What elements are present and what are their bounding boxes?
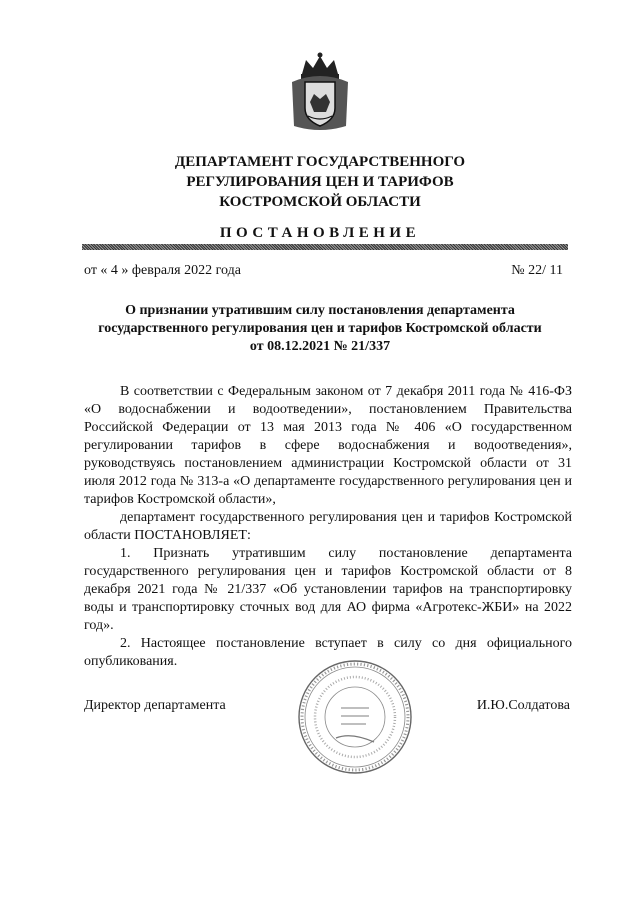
signatory-role: Директор департамента bbox=[84, 698, 226, 713]
department-name-line: ДЕПАРТАМЕНТ ГОСУДАРСТВЕННОГО bbox=[174, 154, 466, 170]
department-name bbox=[60, 152, 580, 212]
body-paragraph: департамент государственного регулирования цен и тарифов Костромской области ПОСТАНОВЛЯЕТ: bbox=[84, 510, 572, 543]
body-paragraph: 2. Настоящее постановление вступает в силу со дня официального опубликования. bbox=[84, 636, 572, 669]
document-number: № 22/ 11 bbox=[511, 263, 563, 278]
round-seal-stamp-icon bbox=[296, 658, 414, 776]
document-body bbox=[84, 383, 572, 671]
department-name-line: КОСТРОМСКОЙ ОБЛАСТИ bbox=[219, 194, 421, 210]
subject-line: государственного регулирования цен и тарифов Костромской области bbox=[98, 321, 542, 336]
subject-line: от 08.12.2021 № 21/337 bbox=[249, 339, 391, 354]
subject-line: О признании утратившим силу постановления департамента bbox=[125, 303, 515, 318]
header-divider bbox=[82, 244, 568, 250]
body-paragraph: 1. Признать утратившим силу постановление департамента государственного регулирования цен и тарифов Костромской области от 8 декабря 2021 года № 21/337 «Об установлении тарифов на транспортировку воды и транспортировку сточных вод для АО фирма «Агротекс-ЖБИ» на 2022 год». bbox=[84, 546, 572, 633]
document-subject bbox=[60, 302, 580, 356]
document-date: от « 4 » февраля 2022 года bbox=[84, 263, 241, 278]
document-type-heading: ПОСТАНОВЛЕНИЕ bbox=[219, 225, 421, 241]
body-paragraph: В соответствии с Федеральным законом от 7 декабря 2011 года № 416-ФЗ «О водоснабжении и водоотведении», постановлением Правительства Российской Федерации от 13 мая 2013 года № 406 «О государственном регулировании тарифов в сфере водоснабжения и водоотведения», руководствуясь постановлением администрации Костромской области от 31 июля 2012 года № 313-а «О департаменте государственного регулирования цен и тарифов Костромской области», bbox=[84, 384, 572, 507]
signatory-name: И.Ю.Солдатова bbox=[476, 698, 570, 713]
department-name-line: РЕГУЛИРОВАНИЯ ЦЕН И ТАРИФОВ bbox=[186, 174, 454, 190]
coat-of-arms-icon bbox=[288, 52, 352, 134]
